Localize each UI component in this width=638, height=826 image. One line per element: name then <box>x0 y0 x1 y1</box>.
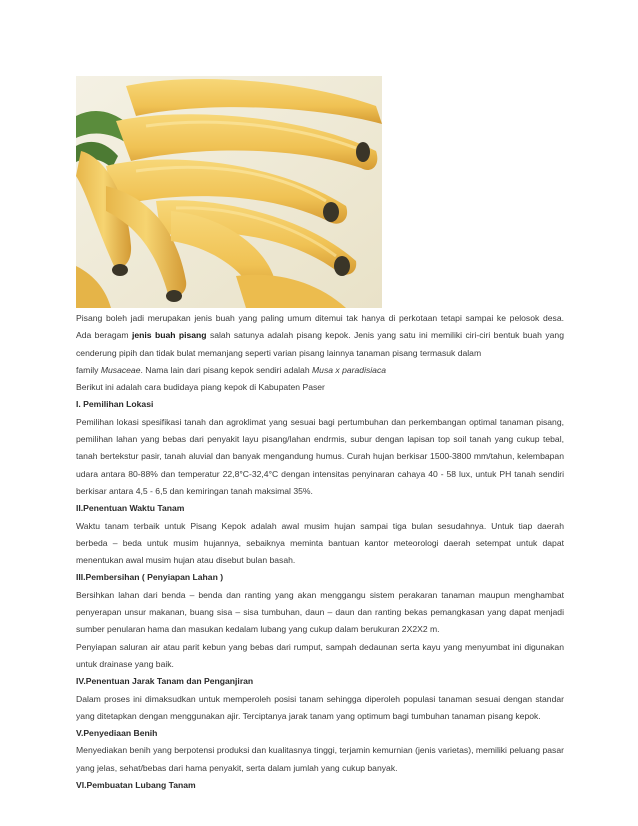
section-3-body2: Penyiapan saluran air atau parit kebun yang bebas dari rumput, sampah dedaunan serta kayu yang menyumbat ini digunakan untuk drainase yang baik. <box>76 641 564 669</box>
banana-illustration <box>76 76 382 308</box>
section-3-body1: Bersihkan lahan dari benda – benda dan ranting yang akan menggangu sistem perakaran tanaman maupun menghambat penyerapan unsur makanan, buang sisa – sisa tumbuhan, daun – daun dan ranting bekas pemangkasan yang dapat menjadi sumber penularan hama dan masukan kedalam lubang yang cukup dalam berukuran 2X2X2 m. <box>76 589 564 635</box>
text-segment: . Nama lain dari pisang kepok sendiri adalah <box>140 364 312 375</box>
section-heading-2: II.Penentuan Waktu Tanam <box>76 503 185 514</box>
section-2-line1: Waktu tanam terbaik untuk Pisang Kepok adalah awal musim hujan sampai tiga bulan sesudahnya. Untuk tiap daerah <box>76 520 564 531</box>
text-segment: family <box>76 364 101 375</box>
article-body <box>76 310 564 794</box>
section-5-body: Menyediakan benih yang berpotensi produksi dan kualitasnya tinggi, terjamin kemurnian (jenis varietas), memiliki peluang pasar yang jelas, sehat/bebas dari hama penyakit, serta dalam jumlah yang cukup banyak. <box>76 745 564 773</box>
paragraph-intro-line3: cenderung pipih dan tidak bulat memanjang seperti varian pisang lainnya tanaman pisang termasuk dalam <box>76 347 482 358</box>
paragraph-intro-line1: Pisang boleh jadi merupakan jenis buah yang paling umum ditemui tak hanya di perkotaan tetapi sampai ke pelosok desa. <box>76 313 564 323</box>
section-2-line2: berbeda – beda untuk musim hujannya, sebaiknya meminta bantuan kantor meteorologi daerah setempat untuk dapat <box>76 537 564 548</box>
link-jenis-buah-pisang[interactable]: jenis buah pisang <box>131 330 207 341</box>
banana-photo <box>76 76 382 308</box>
section-1-body: Pemilihan lokasi spesifikasi tanah dan agroklimat yang sesuai bagi pertumbuhan dan perkembangan optimal tanaman pisang, pemilihan lahan yang bebas dari penyakit layu pisang/lahan endrmis, subur dengan lapisan top soil tanah yang cukup tebal, tanah bertekstur pasir, tanah aluvial dan banyak mengandung humus. Curah hujan berkisar 1500-3800 mm/tahun, kelembapan udara antara 80-88% dan temperatur 22,8°C-32,4°C dengan intensitas penyinaran cahaya 40 - 58 lux, untuk PH tanah sendiri berkisar antara 4,5 - 6,5 dan kemiringan tanah maksimal 35%. <box>76 416 564 496</box>
section-4-body: Dalam proses ini dimaksudkan untuk memperoleh posisi tanam sehingga diperoleh populasi tanaman sesuai dengan standar yang ditetapkan dengan menggunakan ajir. Terciptanya jarak tanam yang optimum bagi tumbuhan tanaman pisang kepok. <box>76 693 564 721</box>
paragraph-intro-line4 <box>76 362 564 379</box>
paragraph-intro-line2 <box>76 327 564 344</box>
section-heading-3: III.Pembersihan ( Penyiapan Lahan ) <box>76 572 224 583</box>
section-heading-1: I. Pemilihan Lokasi <box>76 399 154 410</box>
text-segment: Ada beragam <box>76 330 132 341</box>
section-heading-4: IV.Penentuan Jarak Tanam dan Penganjiran <box>76 676 254 687</box>
text-segment: salah satunya adalah pisang kepok. Jenis yang satu ini memiliki ciri-ciri bentuk buah yang <box>206 330 564 341</box>
family-name: Musaceae <box>100 364 141 375</box>
section-2-line3: menentukan awal musim hujan atau disebut bulan basah. <box>76 555 296 566</box>
paragraph-intro-sentence: Berikut ini adalah cara budidaya piang kepok di Kabupaten Paser <box>76 382 325 393</box>
section-heading-6: VI.Pembuatan Lubang Tanam <box>76 780 196 791</box>
scientific-name: Musa x paradisiaca <box>312 364 387 375</box>
section-heading-5: V.Penyediaan Benih <box>76 728 158 739</box>
